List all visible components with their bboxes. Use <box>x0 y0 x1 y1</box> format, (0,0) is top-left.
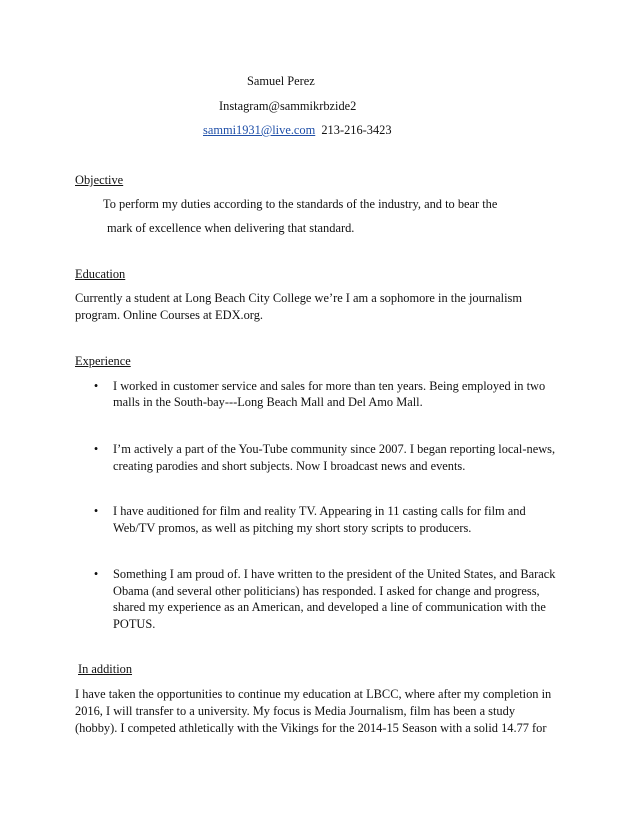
phone-number: 213-216-3423 <box>321 123 392 137</box>
objective-line-2: mark of excellence when delivering that standard. <box>107 221 355 235</box>
experience-item-3-line-2: Web/TV promos, as well as pitching my short story scripts to producers. <box>113 521 472 535</box>
education-heading: Education <box>75 267 126 281</box>
email-prefix[interactable]: s <box>203 123 208 137</box>
experience-item-2-line-2: creating parodies and short subjects. Now I broadcast news and events. <box>113 459 466 473</box>
experience-item-4-line-4: POTUS. <box>113 617 156 631</box>
objective-line-1: To perform my duties according to the standards of the industry, and to bear the <box>103 197 498 211</box>
in-addition-line-3: (hobby). I competed athletically with the Vikings for the 2014-15 Season with a solid 14.77 for <box>75 721 547 735</box>
bullet-icon: • <box>93 567 99 581</box>
instagram-handle: Instagram@sammikrbzide2 <box>219 99 357 113</box>
contact-line <box>203 122 392 139</box>
experience-item-4-line-2: Obama (and several other politicians) has responded. I asked for change and progress, <box>113 584 540 598</box>
in-addition-heading: In addition <box>78 662 133 676</box>
experience-heading: Experience <box>75 354 131 368</box>
in-addition-line-2: 2016, I will transfer to a university. My focus is Media Journalism, film has been a study <box>75 704 516 718</box>
education-line-1: Currently a student at Long Beach City College we’re I am a sophomore in the journalism <box>75 291 522 305</box>
experience-item-4-line-3: shared my experience as an American, and developed a line of communication with the <box>113 600 546 614</box>
experience-item-3-line-1: I have auditioned for film and reality TV. Appearing in 11 casting calls for film and <box>113 504 526 518</box>
experience-item-2-line-1: I’m actively a part of the You-Tube community since 2007. I began reporting local-news, <box>113 442 556 456</box>
education-line-2: program. Online Courses at EDX.org. <box>75 308 264 322</box>
experience-item-1-line-2: malls in the South-bay---Long Beach Mall and Del Amo Mall. <box>113 395 423 409</box>
bullet-icon: • <box>93 442 99 456</box>
in-addition-line-1: I have taken the opportunities to continue my education at LBCC, where after my completion in <box>75 687 552 701</box>
candidate-name: Samuel Perez <box>247 74 315 88</box>
bullet-icon: • <box>93 504 99 518</box>
bullet-icon: • <box>93 379 99 393</box>
objective-heading: Objective <box>75 173 124 187</box>
experience-item-1-line-1: I worked in customer service and sales for more than ten years. Being employed in two <box>113 379 546 393</box>
experience-item-4-line-1: Something I am proud of. I have written to the president of the United States, and Barack <box>113 567 556 581</box>
email-link[interactable]: ammi1931@live.com <box>207 123 316 137</box>
